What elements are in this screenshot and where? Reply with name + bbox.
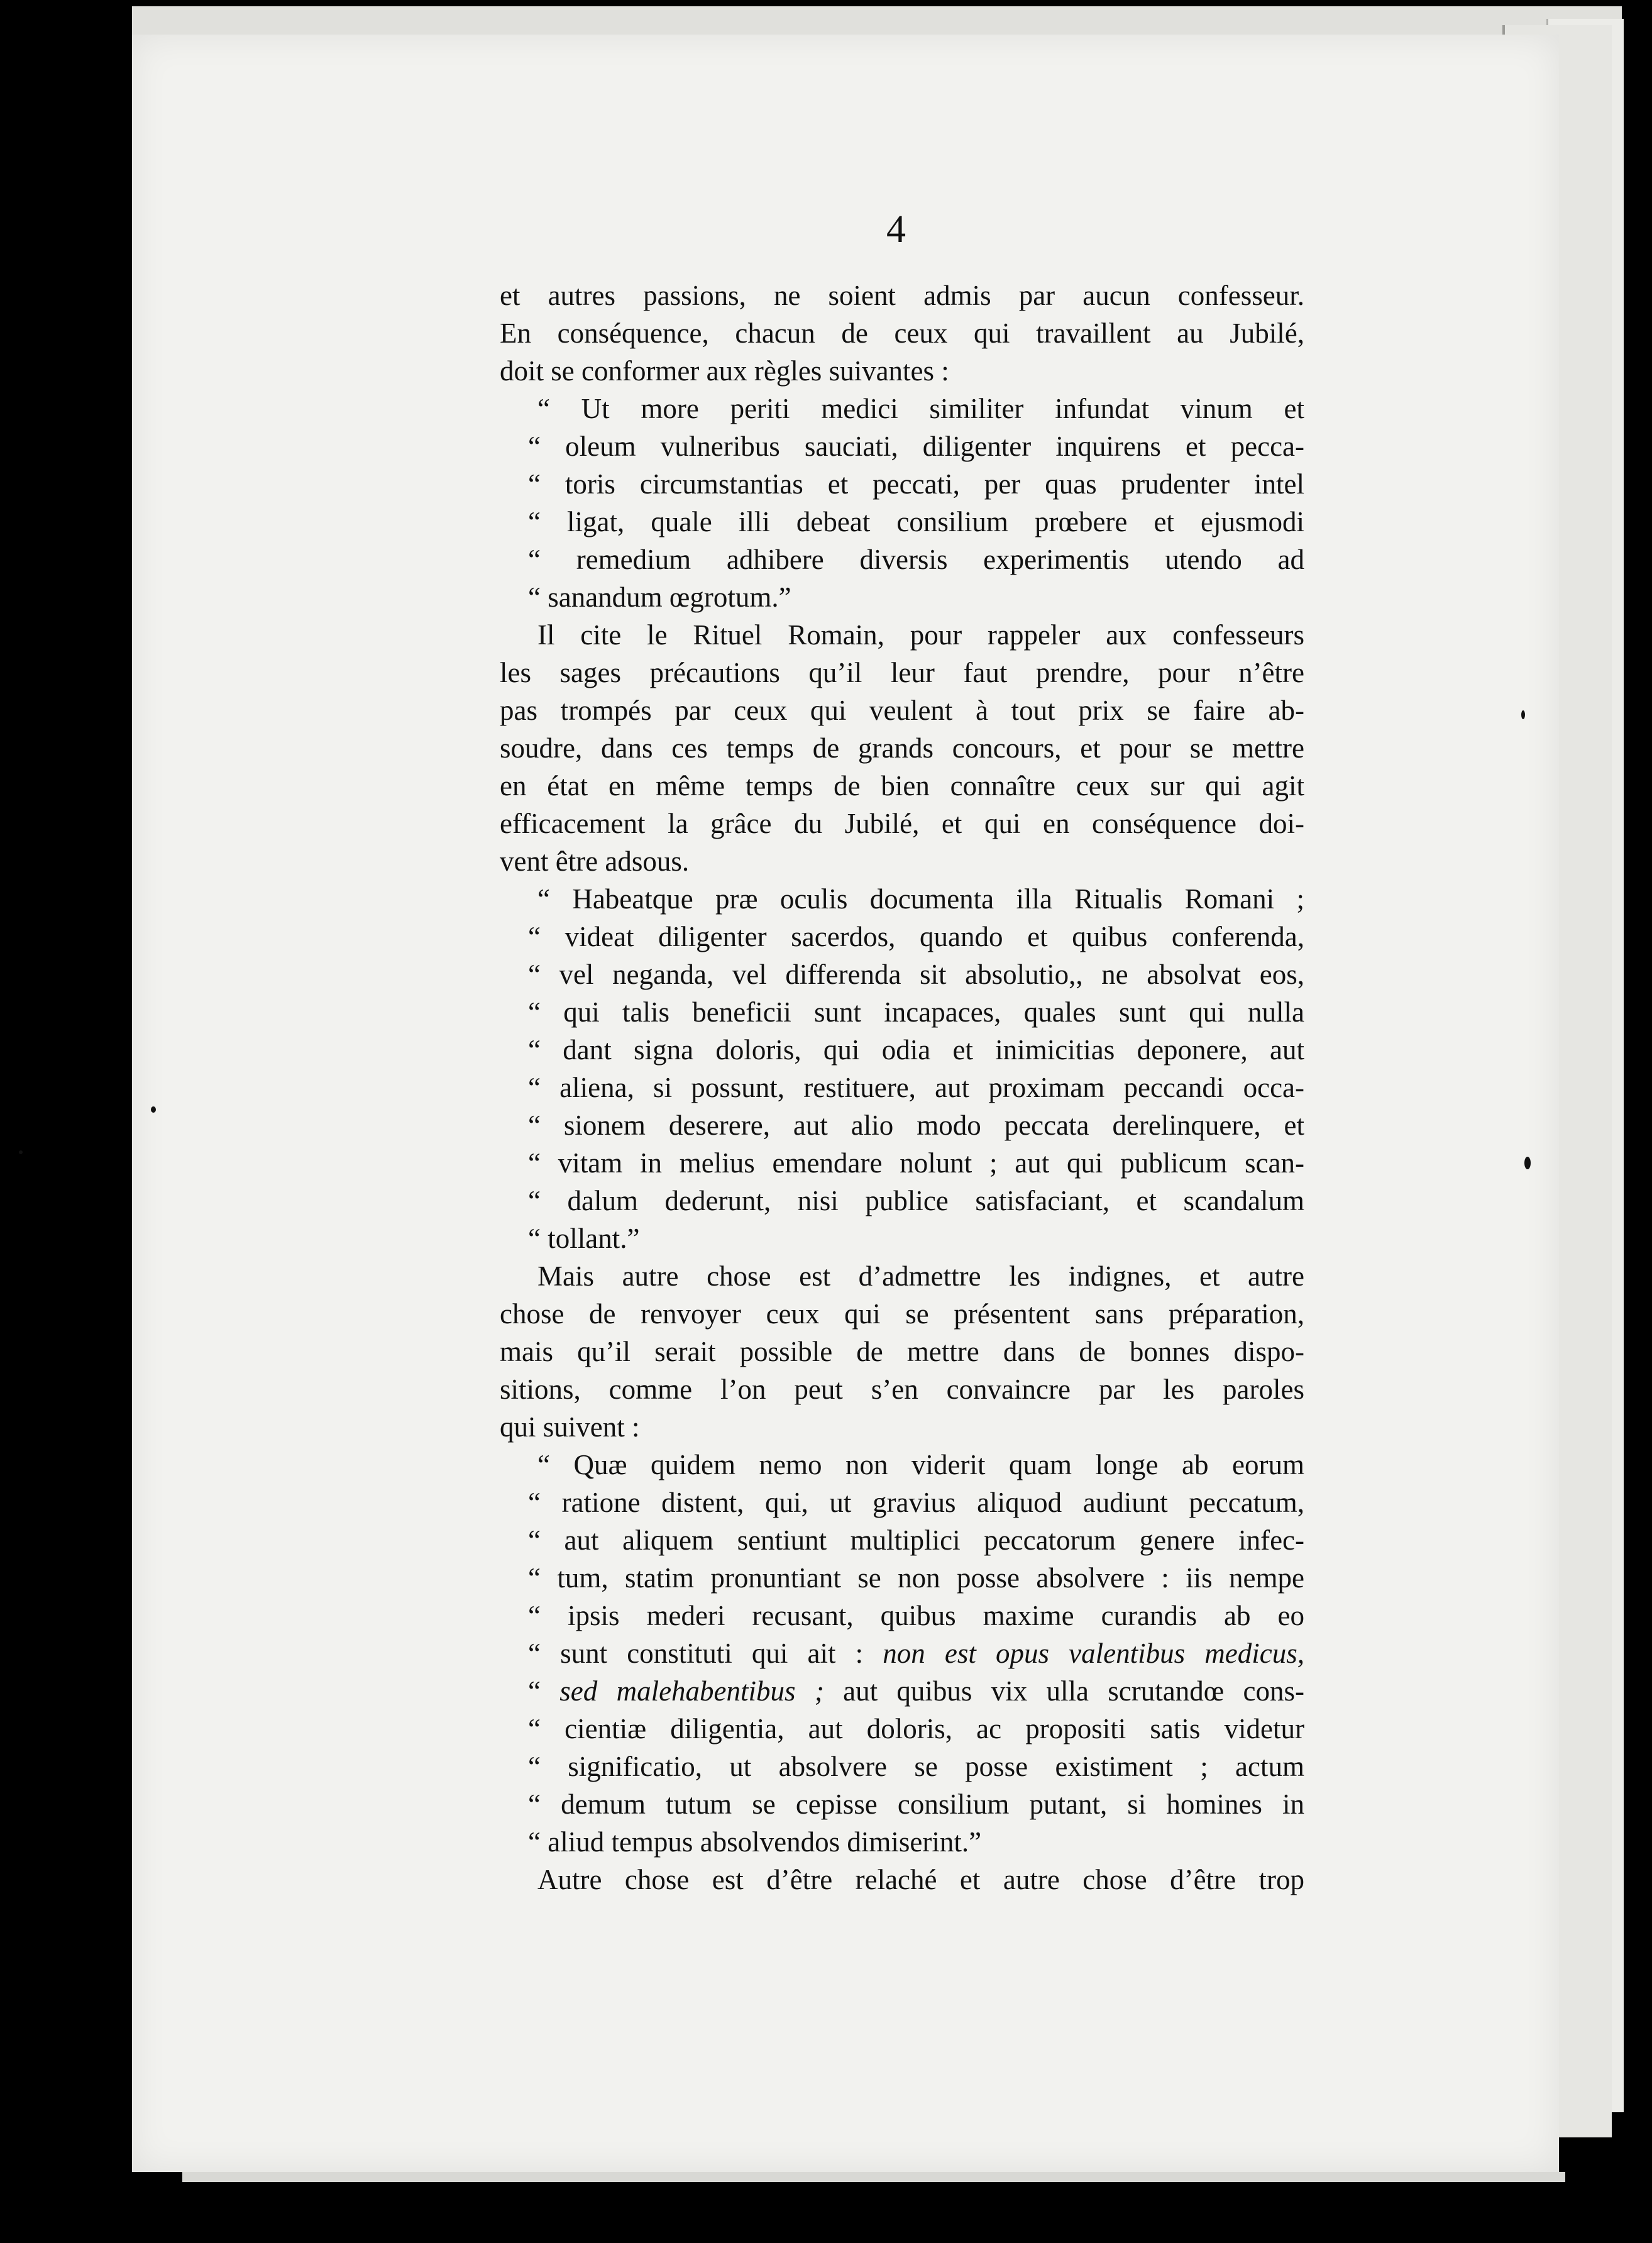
text-line: efficacement la grâce du Jubilé, et qui en conséquence doi- bbox=[500, 808, 1304, 839]
text-line: “ ipsis mederi recusant, quibus maxime curandis ab eo bbox=[528, 1600, 1304, 1631]
text-line: chose de renvoyer ceux qui se présentent sans préparation, bbox=[500, 1298, 1304, 1330]
text-span: “ bbox=[528, 1675, 560, 1707]
text-line: “ ligat, quale illi debeat consilium prœbere et ejusmodi bbox=[528, 506, 1304, 537]
text-line: “ Habeatque præ oculis documenta illa Ritualis Romani ; bbox=[537, 883, 1304, 915]
text-span: “ sunt constituti qui ait : bbox=[528, 1638, 883, 1669]
text-line: “ ratione distent, qui, ut gravius aliquod audiunt peccatum, bbox=[528, 1487, 1304, 1518]
text-line: “ aliud tempus absolvendos dimiserint.” bbox=[528, 1826, 982, 1858]
text-line: Il cite le Rituel Romain, pour rappeler aux confesseurs bbox=[537, 619, 1304, 651]
text-line: “ Ut more periti medici similiter infundat vinum et bbox=[537, 393, 1304, 424]
bottom-page-edge bbox=[182, 2172, 1565, 2182]
scan-speck bbox=[19, 1150, 23, 1154]
text-span: aut quibus vix ulla scrutandœ cons- bbox=[823, 1675, 1305, 1707]
scan-speck bbox=[1524, 1157, 1531, 1169]
text-line: Autre chose est d’être relaché et autre chose d’être trop bbox=[537, 1864, 1304, 1895]
text-line: “ aliena, si possunt, restituere, aut proximam peccandi occa- bbox=[528, 1072, 1304, 1103]
text-line: “ tollant.” bbox=[528, 1223, 640, 1254]
text-line: mais qu’il serait possible de mettre dans de bonnes dispo- bbox=[500, 1336, 1304, 1367]
text-line: “ sanandum œgrotum.” bbox=[528, 581, 791, 613]
text-line bbox=[500, 1672, 1304, 1710]
text-line bbox=[500, 1634, 1304, 1672]
text-line: “ qui talis beneficii sunt incapaces, quales sunt qui nulla bbox=[528, 996, 1304, 1028]
text-line: En conséquence, chacun de ceux qui travaillent au Jubilé, bbox=[500, 317, 1304, 349]
scan-speck bbox=[151, 1106, 156, 1113]
text-line: “ vel neganda, vel differenda sit absolutio,, ne absolvat eos, bbox=[528, 959, 1304, 990]
text-line: “ tum, statim pronuntiant se non posse absolvere : iis nempe bbox=[528, 1562, 1304, 1594]
text-line: et autres passions, ne soient admis par aucun confesseur. bbox=[500, 280, 1304, 311]
scan-speck bbox=[1521, 710, 1525, 719]
text-line: “ toris circumstantias et peccati, per quas prudenter intel bbox=[528, 468, 1304, 500]
text-line: sitions, comme l’on peut s’en convaincre par les paroles bbox=[500, 1374, 1304, 1405]
page-number: 4 bbox=[886, 208, 906, 251]
italic-quote: non est opus valentibus medicus, bbox=[883, 1638, 1304, 1669]
text-line: qui suivent : bbox=[500, 1411, 640, 1443]
text-line: “ vitam in melius emendare nolunt ; aut qui publicum scan- bbox=[528, 1147, 1304, 1179]
text-line: vent être adsous. bbox=[500, 846, 690, 877]
text-line: “ dalum dederunt, nisi publice satisfaciant, et scandalum bbox=[528, 1185, 1304, 1216]
body-text bbox=[500, 277, 1304, 1899]
text-line: “ cientiæ diligentia, aut doloris, ac propositi satis videtur bbox=[528, 1713, 1304, 1744]
text-line: “ Quæ quidem nemo non viderit quam longe ab eorum bbox=[537, 1449, 1304, 1480]
text-line: “ aut aliquem sentiunt multiplici peccatorum genere infec- bbox=[528, 1524, 1304, 1556]
text-line: les sages précautions qu’il leur faut prendre, pour n’être bbox=[500, 657, 1304, 688]
italic-quote: sed malehabentibus ; bbox=[559, 1675, 824, 1707]
text-line: “ dant signa doloris, qui odia et inimicitias deponere, aut bbox=[528, 1034, 1304, 1066]
text-line: “ remedium adhibere diversis experimentis utendo ad bbox=[528, 544, 1304, 575]
text-line: pas trompés par ceux qui veulent à tout prix se faire ab- bbox=[500, 695, 1304, 726]
text-line: “ significatio, ut absolvere se posse existiment ; actum bbox=[528, 1751, 1304, 1782]
text-line: “ videat diligenter sacerdos, quando et quibus conferenda, bbox=[528, 921, 1304, 952]
text-line: “ oleum vulneribus sauciati, diligenter inquirens et pecca- bbox=[528, 431, 1304, 462]
text-line: Mais autre chose est d’admettre les indignes, et autre bbox=[537, 1260, 1304, 1292]
text-line: “ demum tutum se cepisse consilium putant, si homines in bbox=[528, 1788, 1304, 1820]
text-line: soudre, dans ces temps de grands concours, et pour se mettre bbox=[500, 732, 1304, 764]
text-line: doit se conformer aux règles suivantes : bbox=[500, 355, 949, 387]
text-line: “ sionem deserere, aut alio modo peccata derelinquere, et bbox=[528, 1110, 1304, 1141]
text-line: en état en même temps de bien connaître ceux sur qui agit bbox=[500, 770, 1304, 802]
